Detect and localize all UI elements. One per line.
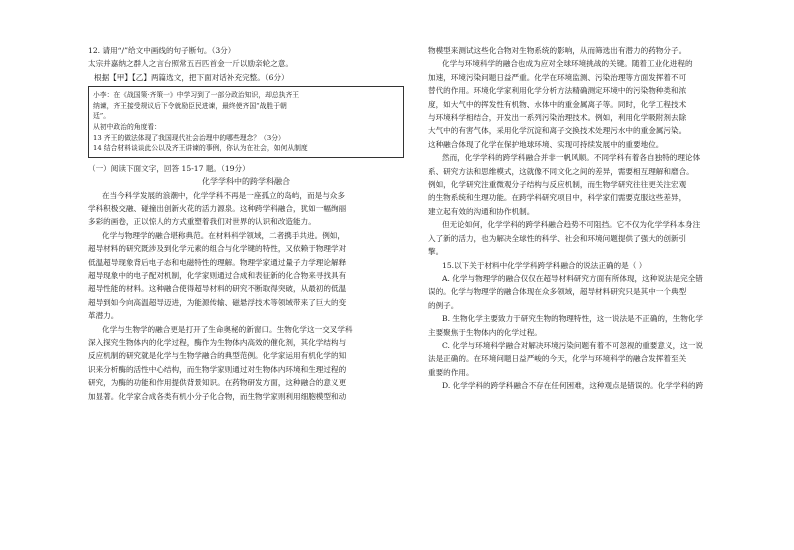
left-column [88, 44, 404, 403]
dialogue-line: 从初中政治的角度看： [93, 123, 161, 131]
paragraph-line: 系、研究方法和思维模式，这就像不同文化之间的差异，需要相互理解和磨合。 [428, 166, 694, 176]
paragraph-line: 低温超导现象背后电子态和电磁特性的理解。物理学家通过量子力学理论解释 [88, 257, 347, 267]
paragraph-line: 加速，环境污染问题日益严重。化学在环境监测、污染治理等方面发挥着不可 [428, 72, 687, 82]
paragraph-line: 但无论如何，化学学科的跨学科融合趋势不可阻挡。它不仅为化学学科本身注 [442, 220, 701, 230]
option-line: D. 化学学科的跨学科融合不存在任何困难，这种观点是错误的。化学学科的跨 [442, 381, 704, 391]
paragraph-line: 这种融合体现了化学在保护地球环境、实现可持续发展中的重要地位。 [428, 139, 664, 149]
dialogue-line: 纳谏，齐王接受规议后下令就励臣民进谏，最终使齐国“战胜于朝 [93, 101, 287, 110]
paragraph-line: 与环境科学相结合，开发出一系列污染治理技术。例如，利用化学吸附剂去除 [428, 113, 687, 123]
paragraph-line: 学科积极交融、碰撞出创新火花的活力源泉。这种跨学科融合，犹如一幅绚丽 [88, 204, 347, 213]
paragraph-line: 研究，为酶的功能和作用提供背景知识。在药物研发方面，这种融合的意义更 [88, 378, 347, 388]
paragraph-line: 化学与物理学的融合堪称典范。在材料科学领域，二者携手共进。例如， [102, 230, 345, 240]
option-line: 的例子。 [428, 300, 459, 310]
option-line: B. 生物化学主要致力于研究生物的物理特性，这一说法是不正确的，生物化学 [442, 314, 703, 324]
article-title: 化学学科中的跨学科融合 [202, 177, 290, 187]
option-line: C. 化学与环境科学融合对解决环境污染问题有着不可忽视的重要意义，这一说 [442, 340, 703, 350]
q15-option-d [428, 379, 754, 392]
q12-passage: 太宗并嘉纳之群人之言台照常五百匹首金一斤以励亲轮之意。 [88, 59, 294, 69]
question-12 [88, 44, 404, 71]
paragraph-line: 化学与环境科学的融合也成为应对全球环境挑战的关键。随着工业化进程的 [442, 59, 693, 69]
option-line: A. 化学与物理学的融合仅仅在超导材料研究方面有所体现，这种说法是完全错 [442, 273, 703, 283]
paragraph-line: 然而，化学学科的跨学科融合并非一帆风顺。不同学科有着各自独特的理论体 [442, 153, 701, 163]
paragraph-line: 度，如大气中的挥发性有机物、水体中的重金属离子等。同时，化学工程技术 [428, 99, 687, 109]
section-header: （一）阅读下面文字，回答 15-17 题。（19分） [88, 163, 250, 173]
paragraph-line: 识来分析酶的活性中心结构，而生物学家则通过对生物体内环境和生理过程的 [88, 364, 347, 374]
paragraph-line: 超导到如今向高温超导迈进，为能源传输、磁悬浮技术等领域带来了巨大的变 [88, 297, 347, 307]
paragraph-line: 物模型来测试这些化合物对生物系统的影响，从而筛选出有潜力的药物分子。 [428, 46, 687, 55]
article-paragraph [88, 323, 404, 403]
paragraph-line: 深入探究生物体内的化学过程，酶作为生物体内高效的催化剂，其化学结构与 [88, 338, 347, 348]
question-15 [428, 259, 754, 393]
paragraph-line: 超导现象中的电子配对机制，化学家则通过合成和表征新的化合物来寻找具有 [88, 271, 347, 281]
option-line: 重要的作用。 [428, 367, 474, 377]
paragraph-line: 反应机制的研究就是化学与生物学融合的典型范例。化学家运用有机化学的知 [88, 351, 347, 361]
dialogue-line: 13 齐王的做法体现了我国现代社会治理中的哪些理念？（3分） [93, 133, 285, 142]
article-paragraph [428, 57, 754, 151]
dialogue-box [88, 86, 404, 158]
paragraph-line: 加显著。化学家合成各类有机小分子化合物，而生物学家则利用细胞模型和动 [88, 391, 347, 401]
paragraph-line: 在当今科学发展的浪潮中，化学学科不再是一座孤立的岛屿，而是与众多 [102, 190, 345, 200]
paragraph-line: 例如，化学研究注重微观分子结构与反应机制，而生物学研究往往更关注宏观 [428, 180, 687, 190]
paragraph-line: 革潜力。 [88, 311, 119, 321]
paragraph-line: 化学与生物学的融合更是打开了生命奥秘的新窗口。生物化学这一交叉学科 [102, 324, 353, 334]
option-line: 误的。化学与物理学的融合体现在众多领域，超导材料研究只是其中一个典型 [428, 287, 687, 297]
paragraph-line: 超导材料的研究既涉及到化学元素的组合与化学键的特性，又依赖于物理学对 [88, 244, 347, 254]
paragraph-line: 的生物系统和生理功能。在跨学科研究项目中，科学家们需要克服这些差异， [428, 193, 687, 203]
right-column [428, 44, 754, 393]
paragraph-line: 入了新的活力，也为解决全球性的科学、社会和环境问题提供了强大的创新引 [428, 233, 687, 243]
q15-stem: 15.以下关于材料中化学学科跨学科融合的说法正确的是（ ） [442, 260, 647, 270]
paragraph-line: 多彩的画卷，正以惊人的方式重塑着我们对世界的认识和改造能力。 [88, 217, 316, 227]
q13-intro: 根据【甲】【乙】两篇选文，把下面对话补充完整。（6分） [94, 72, 289, 82]
dialogue-line: 廷”。 [93, 112, 111, 121]
paragraph-line: 大气中的有害气体，采用化学沉淀和离子交换技术处理污水中的重金属污染。 [428, 126, 687, 136]
paragraph-line: 擎。 [428, 247, 444, 257]
option-line: 法是正确的。在环境问题日益严峻的今天，化学与环境科学的融合发挥着至关 [428, 354, 687, 364]
dialogue-line: 14 结合材料谈谈此公以及齐王讲谏的事例，你认为在社会，如何从制度 [93, 144, 308, 153]
q15-option-c [428, 339, 754, 379]
dialogue-line: 小李：在《战国策·齐策一》中学习到了一部分政治知识，却总执齐王 [93, 91, 300, 100]
article-paragraph [428, 151, 754, 218]
article-paragraph [88, 229, 404, 323]
q15-option-b [428, 312, 754, 339]
paragraph-line: 建立起有效的沟通和协作机制。 [428, 206, 535, 216]
option-line: 主要聚焦于生物体内的化学过程。 [428, 327, 542, 337]
q15-option-a [428, 272, 754, 312]
article-paragraph [428, 218, 754, 258]
paragraph-line: 替代的作用。环境化学家利用化学分析方法精确测定环境中的污染物种类和浓 [428, 86, 687, 96]
article-paragraph [88, 189, 404, 229]
paragraph-line: 超导性能的材料。这种融合使得超导材料的研究不断取得突破，从最初的低温 [88, 284, 347, 294]
q12-prompt: 12. 请用“/”给文中画线的句子断句。（3分） [88, 46, 236, 55]
article-paragraph [428, 44, 754, 57]
